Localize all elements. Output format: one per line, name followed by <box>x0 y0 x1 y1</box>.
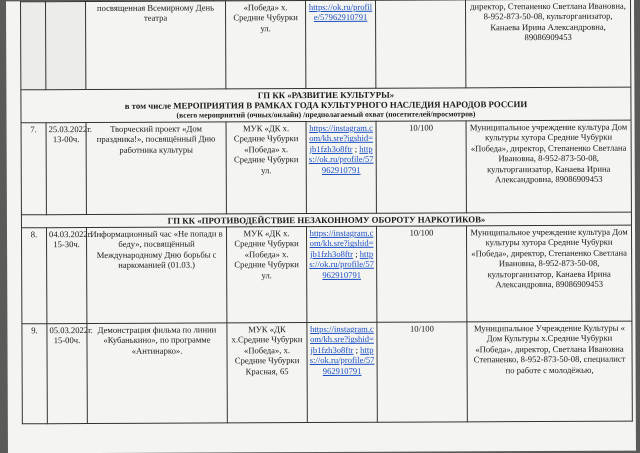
event-cell: посвященная Всемирному День театра <box>86 1 226 90</box>
reach-cell: 10/100 <box>376 121 466 213</box>
responsible-cell: директор, Степаненко Светлана Ивановна, 8-952-873-50-08, культорганизатор, Канаева Ирина Александровна, 89086909453 <box>466 0 631 88</box>
instagram-link[interactable]: https://instagram.com/kh.sre?igshid=jb1fzh3o8ftr <box>309 227 374 259</box>
table-row <box>21 225 631 324</box>
link-separator: ; <box>354 143 358 154</box>
link-separator: ; <box>355 248 358 259</box>
instagram-link[interactable]: https://instagram.com/kh.sre?igshid=jb1fzh3o8ftr <box>310 323 374 355</box>
table-row <box>21 120 631 215</box>
table-row <box>21 0 631 90</box>
section-title: ГП КК «РАЗВИТИЕ КУЛЬТУРЫ» <box>257 89 395 101</box>
section-title: ГП КК «ПРОТИВОДЕЙСТВИЕ НЕЗАКОННОМУ ОБОРОТУ НАРКОТИКОВ» <box>21 212 631 228</box>
document-page <box>6 0 636 453</box>
link-cell <box>306 0 376 88</box>
ok-link[interactable]: https://ok.ru/profile/57962910791 <box>308 1 373 23</box>
responsible-cell: Муниципальное учреждение культура Дом культуры хутора Средние Чубурки «Победа», директор, Степаненко Светлана Ивановна, 8-952-873-50-08, культорганизатор, Канаева Ирина Александровна, 89086909453 <box>466 225 631 322</box>
section-subtitle: в том числе МЕРОПРИЯТИЯ В РАМКАХ ГОДА КУЛЬТУРНОГО НАСЛЕДИЯ НАРОДОВ РОССИИ <box>124 99 528 111</box>
row-number: 9. <box>22 324 47 424</box>
event-cell: Информационный час «Не попади в беду», посвящённый Международному Дню борьбы с наркоманией (01.03.) <box>86 227 226 324</box>
ok-link[interactable]: https://ok.ru/profile/57962910791 <box>309 344 375 376</box>
row-number: 7. <box>21 123 46 215</box>
section-header <box>21 87 631 123</box>
link-cell <box>306 226 376 322</box>
row-number: 8. <box>21 228 46 324</box>
section-note: (всего мероприятий (очных/онлайн) /предполагаемый охват (посетителей/просмотров) <box>176 109 476 120</box>
place-cell: МУК «ДК х.Средние Чубурки «Победа», х. Средние Чубурки Красная, 65 <box>227 323 307 423</box>
reach-cell: 10/100 <box>377 322 467 422</box>
event-cell: Демонстрация фильма по линии «Кубанькино», по программе «Антинарко». <box>87 323 227 424</box>
place-cell: МУК «ДК х. Средние Чубурки «Победа» х. Средние Чубурки ул. <box>226 227 306 323</box>
event-cell: Творческий проект «Дом праздника!», посвящённый Дню работника культуры <box>86 122 226 215</box>
events-table <box>20 0 633 424</box>
date-cell: 25.03.2022г. 13-00ч. <box>46 123 86 215</box>
place-cell: МУК «ДК х. Средние Чубурки «Победа» х. Средние Чубурки ул. <box>226 122 306 214</box>
table-row <box>22 321 632 424</box>
responsible-cell: Муниципальное учреждение культура Дом культуры хутора Средние Чубурки «Победа», директор, Степаненко Светлана Ивановна, 8-952-873-50-08, культорганизатор, Канаева Ирина Александровна, 89086909453 <box>466 120 631 213</box>
link-cell <box>307 322 377 422</box>
reach-cell: 10/100 <box>376 226 466 322</box>
date-cell: 05.03.2022г. 15-00ч. <box>47 324 87 424</box>
instagram-link[interactable]: https://instagram.com/kh.sre?igshid=jb1fzh3o8ftr <box>309 122 374 154</box>
reach-cell <box>376 0 466 88</box>
place-cell: «Победа» х. Средние Чубурки ул. <box>226 1 306 89</box>
responsible-cell: Муниципальное Учреждение Культуры « Дом Культуры х.Средние Чубурки «Победа», директор, Светлана Ивановна Степаненко, 8-952-873-50-08, специалист по работе с молодёжью, <box>467 321 632 422</box>
ok-link[interactable]: https://ok.ru/profile/57962910791 <box>309 248 375 280</box>
link-cell <box>306 121 376 213</box>
date-cell: 04.03.2022г. 15-30ч. <box>46 228 86 324</box>
link-separator: ; <box>355 344 359 355</box>
ok-link[interactable]: https://ok.ru/profile/57962910791 <box>308 143 374 175</box>
